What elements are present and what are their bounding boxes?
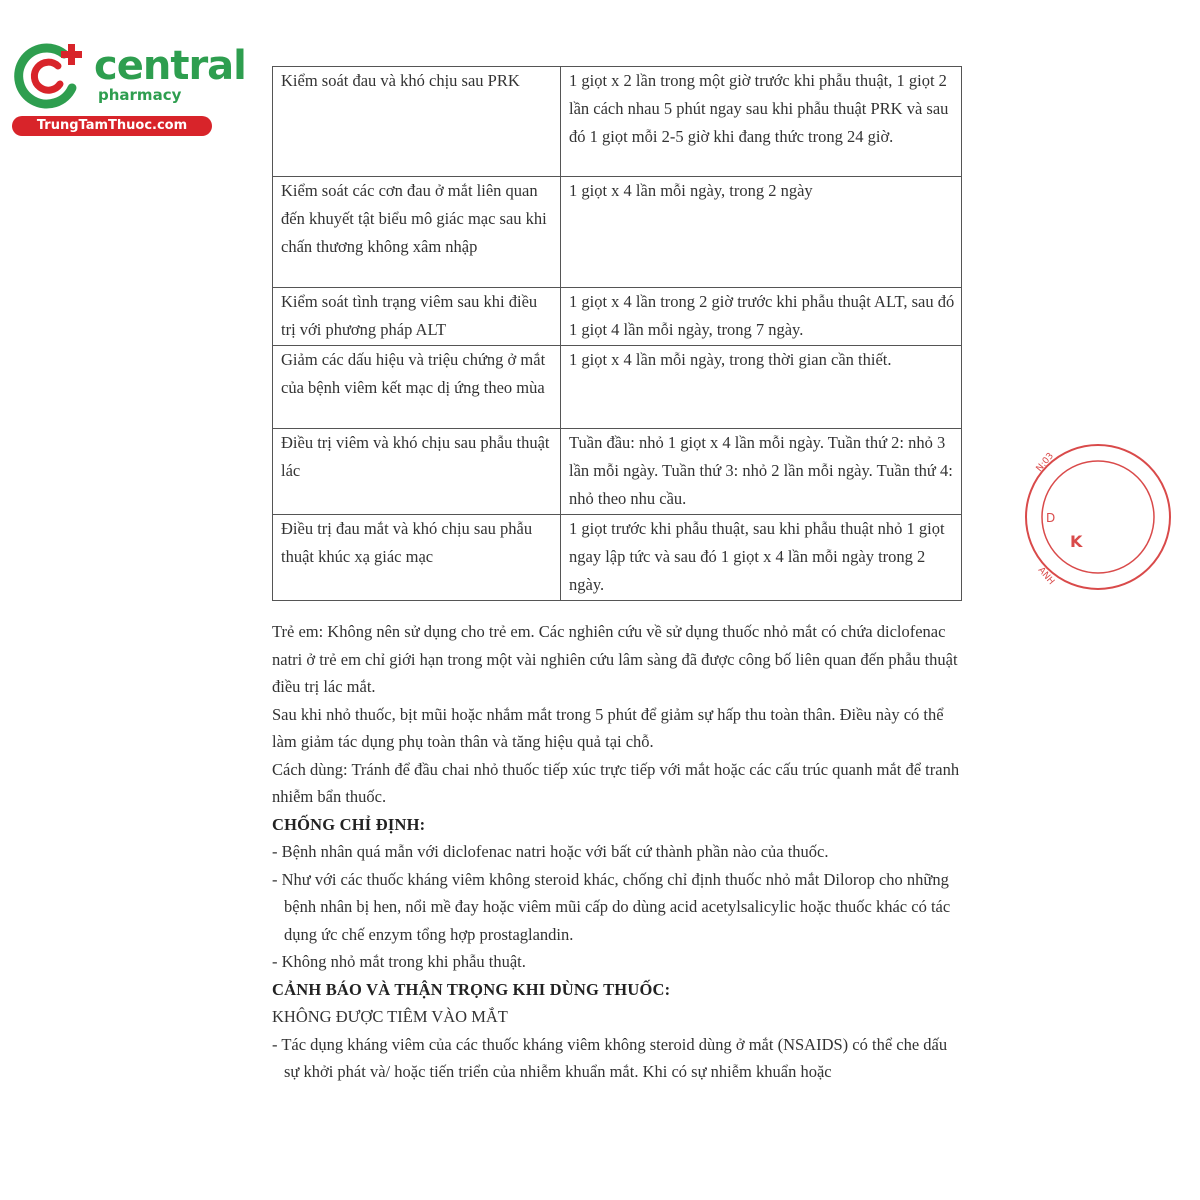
brand-name: central	[94, 43, 246, 89]
warnings-heading: CẢNH BÁO VÀ THẬN TRỌNG KHI DÙNG THUỐC:	[272, 979, 671, 999]
table-row	[273, 177, 962, 288]
table-row	[273, 67, 962, 177]
svg-text:D: D	[1046, 511, 1056, 525]
contraindication-item: - Bệnh nhân quá mẫn với diclofenac natri hoặc với bất cứ thành phần nào của thuốc.	[272, 842, 829, 861]
dosage-cell: 1 giọt x 4 lần mỗi ngày, trong thời gian cần thiết.	[561, 346, 962, 429]
table-row	[273, 288, 962, 346]
central-pharmacy-logo	[8, 36, 246, 136]
dosage-cell: 1 giọt x 4 lần trong 2 giờ trước khi phẫu thuật ALT, sau đó 1 giọt 4 lần mỗi ngày, trong 7 ngày.	[561, 288, 962, 346]
pharmacy-logo-icon	[12, 40, 88, 112]
after-drops-paragraph: Sau khi nhỏ thuốc, bịt mũi hoặc nhắm mắt trong 5 phút để giảm sự hấp thu toàn thân. Điều này có thể làm giảm tác dụng phụ toàn thân và tăng hiệu quả tại chỗ.	[272, 704, 944, 751]
indication-cell: Điều trị đau mắt và khó chịu sau phẫu thuật khúc xạ giác mạc	[273, 515, 561, 601]
indication-cell: Kiểm soát tình trạng viêm sau khi điều trị với phương pháp ALT	[273, 288, 561, 346]
indication-cell: Giảm các dấu hiệu và triệu chứng ở mắt của bệnh viêm kết mạc dị ứng theo mùa	[273, 346, 561, 429]
contraindications-heading: CHỐNG CHỈ ĐỊNH:	[272, 814, 426, 834]
table-row	[273, 429, 962, 515]
usage-paragraph: Cách dùng: Tránh để đầu chai nhỏ thuốc tiếp xúc trực tiếp với mắt hoặc các cấu trúc quanh mắt để tranh nhiễm bẩn thuốc.	[272, 759, 960, 806]
table-row	[273, 515, 962, 601]
warnings-subheading: KHÔNG ĐƯỢC TIÊM VÀO MẮT	[272, 1007, 508, 1026]
children-paragraph: Trẻ em: Không nên sử dụng cho trẻ em. Các nghiên cứu về sử dụng thuốc nhỏ mắt có chứa diclofenac natri ở trẻ em chỉ giới hạn trong một vài nghiên cứu lâm sàng đã được công bố liên quan đến phẫu thuật điều trị lác mắt.	[272, 622, 958, 696]
dosage-cell: 1 giọt trước khi phẫu thuật, sau khi phẫu thuật nhỏ 1 giọt ngay lập tức và sau đó 1 giọt x 4 lần mỗi ngày trong 2 ngày.	[561, 515, 962, 601]
indication-cell: Kiểm soát đau và khó chịu sau PRK	[273, 67, 561, 177]
dosage-cell: Tuần đầu: nhỏ 1 giọt x 4 lần mỗi ngày. Tuần thứ 2: nhỏ 3 lần mỗi ngày. Tuần thứ 3: nhỏ 2 lần mỗi ngày. Tuần thứ 4: nhỏ theo nhu cầu.	[561, 429, 962, 515]
seal-stamp	[1018, 442, 1083, 592]
brand-website: TrungTamThuoc.com	[12, 116, 212, 136]
warning-item: - Tác dụng kháng viêm của các thuốc kháng viêm không steroid dùng ở mắt (NSAIDS) có thể che dấu sự khởi phát và/ hoặc tiến triển của nhiễm khuẩn mắt. Khi có sự nhiễm khuẩn hoặc	[272, 1034, 948, 1081]
contraindication-item: - Không nhỏ mắt trong khi phẫu thuật.	[272, 952, 526, 971]
svg-text:ANH: ANH	[1035, 565, 1057, 587]
contraindication-item: - Như với các thuốc kháng viêm không steroid khác, chống chỉ định thuốc nhỏ mắt Dilorop cho những bệnh nhân bị hen, nổi mề đay hoặc viêm mũi cấp do dùng acid acetylsalicylic hoặc thuốc khác có tác dụng ức chế enzym tổng hợp prostaglandin.	[272, 869, 951, 944]
indication-cell: Kiểm soát các cơn đau ở mắt liên quan đến khuyết tật biểu mô giác mạc sau khi chấn thương không xâm nhập	[273, 177, 561, 288]
dosage-table	[272, 66, 962, 601]
dosage-cell: 1 giọt x 2 lần trong một giờ trước khi phẫu thuật, 1 giọt 2 lần cách nhau 5 phút ngay sau khi phẫu thuật PRK và sau đó 1 giọt mỗi 2-5 giờ khi đang thức trong 24 giờ.	[561, 67, 962, 177]
table-row	[273, 346, 962, 429]
leaflet-body	[272, 618, 966, 1086]
indication-cell: Điều trị viêm và khó chịu sau phẫu thuật lác	[273, 429, 561, 515]
dosage-cell: 1 giọt x 4 lần mỗi ngày, trong 2 ngày	[561, 177, 962, 288]
brand-subtitle: pharmacy	[98, 86, 182, 104]
svg-text:N:03: N:03	[1034, 451, 1056, 474]
svg-text:K: K	[1070, 532, 1083, 551]
